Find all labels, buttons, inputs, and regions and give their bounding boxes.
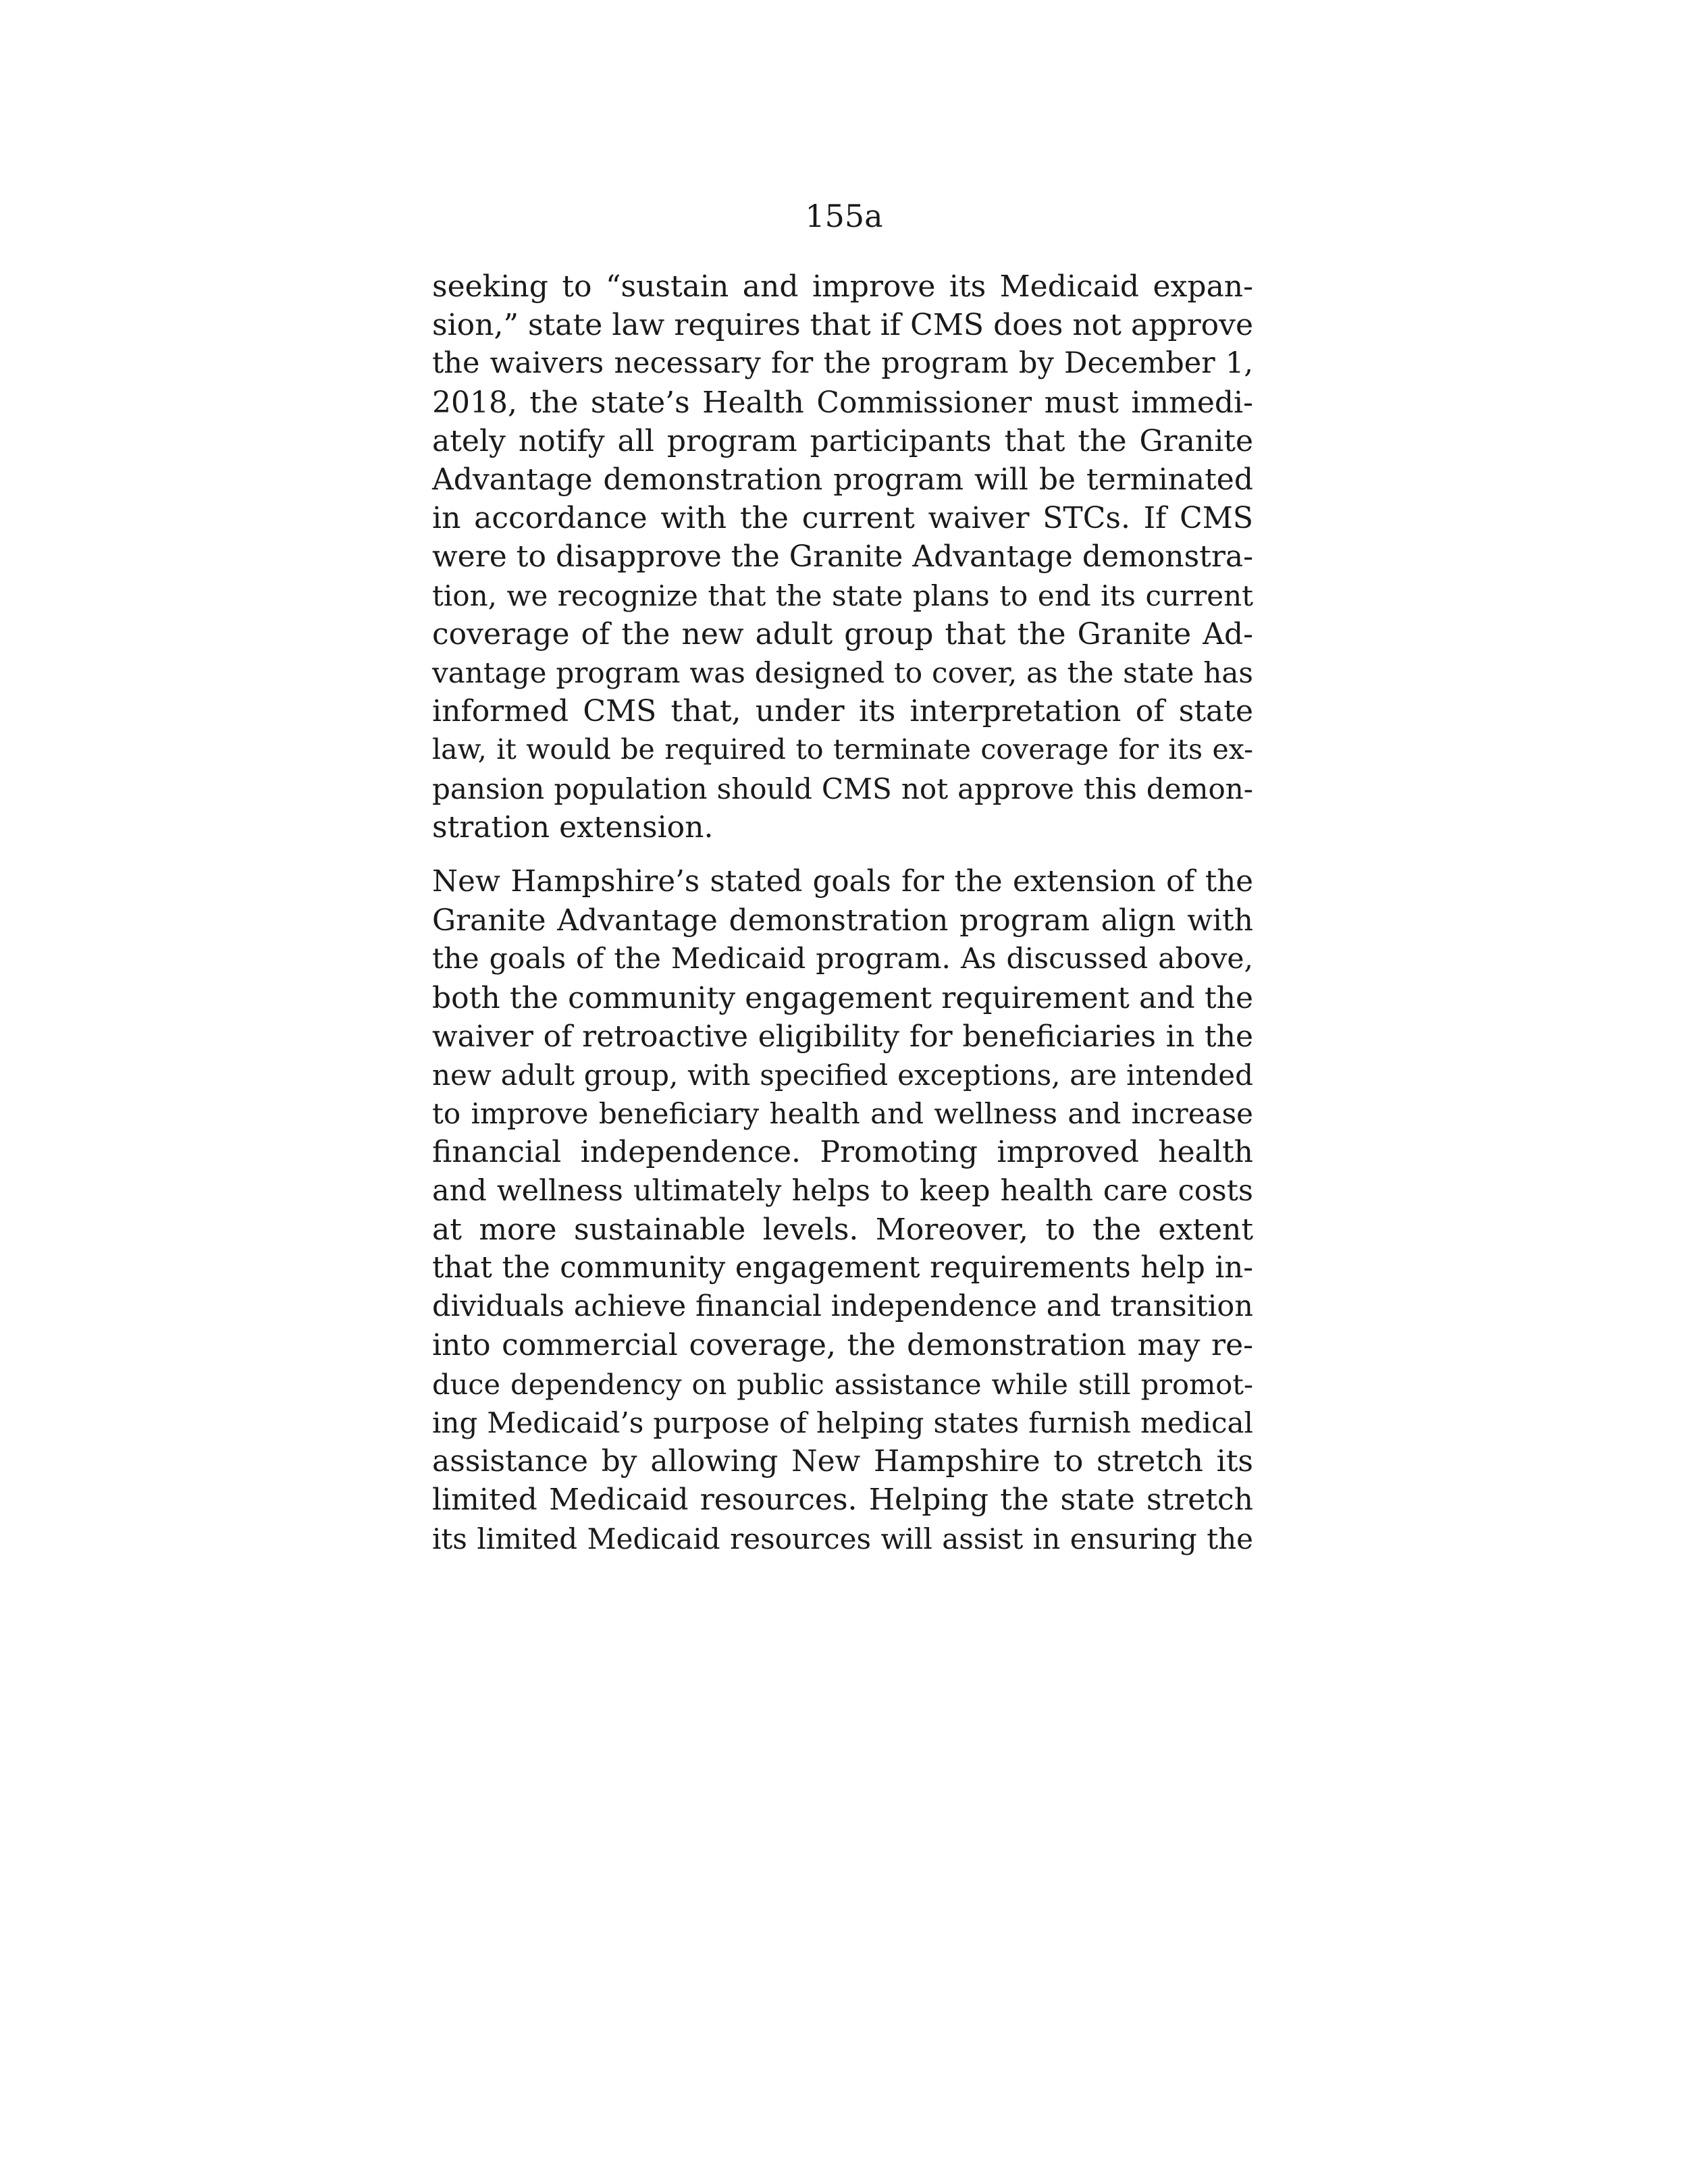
text-line: limited Medicaid resources. Helping the state stretch (432, 1483, 1253, 1518)
paragraph-1 (432, 267, 1253, 847)
text-line: Advantage demonstration program will be terminated (432, 462, 1253, 498)
text-line: to improve beneficiary health and wellness and increase (432, 1097, 1253, 1131)
text-line: tion, we recognize that the state plans to end its current (432, 579, 1253, 612)
text-line: dividuals achieve financial independence and transition (432, 1289, 1253, 1324)
text-line: vantage program was designed to cover, as the state has (432, 656, 1253, 690)
paragraph-2 (432, 863, 1253, 1558)
text-line: the goals of the Medicaid program. As discussed above, (432, 942, 1253, 976)
text-line: were to disapprove the Granite Advantage demonstra- (432, 539, 1253, 575)
text-line: its limited Medicaid resources will assist in ensuring the (432, 1522, 1253, 1555)
text-line: New Hampshire’s stated goals for the extension of the (432, 865, 1253, 899)
text-line: seeking to “sustain and improve its Medicaid expan- (432, 269, 1253, 304)
text-line: ately notify all program participants that the Granite (432, 423, 1253, 458)
text-line: stration extension. (432, 809, 714, 845)
text-line: and wellness ultimately helps to keep health care costs (432, 1173, 1253, 1208)
text-line: that the community engagement requirements help in- (432, 1251, 1253, 1285)
text-line: the waivers necessary for the program by December 1, (432, 346, 1253, 381)
text-line: in accordance with the current waiver STCs. If CMS (432, 501, 1253, 536)
page-number: 155a (805, 198, 883, 234)
text-line: pansion population should CMS not approve this demon- (432, 772, 1253, 805)
text-line: financial independence. Promoting improved health (432, 1135, 1253, 1170)
body-text (432, 267, 1253, 1558)
text-line: Granite Advantage demonstration program align with (432, 903, 1253, 938)
text-line: new adult group, with specified exceptions, are intended (432, 1059, 1253, 1092)
text-line: assistance by allowing New Hampshire to stretch its (432, 1444, 1253, 1479)
text-line: 2018, the state’s Health Commissioner must immedi- (432, 385, 1253, 420)
text-line: both the community engagement requirement and the (432, 980, 1253, 1015)
text-line: at more sustainable levels. Moreover, to the extent (432, 1212, 1253, 1247)
text-line: ing Medicaid’s purpose of helping states furnish medical (432, 1406, 1253, 1439)
text-line: law, it would be required to terminate coverage for its ex- (432, 733, 1253, 766)
text-line: waiver of retroactive eligibility for beneficiaries in the (432, 1019, 1253, 1054)
text-line: coverage of the new adult group that the Granite Ad- (432, 616, 1253, 651)
text-line: duce dependency on public assistance while still promot- (432, 1367, 1253, 1401)
text-line: sion,” state law requires that if CMS does not approve (432, 308, 1253, 343)
text-line: into commercial coverage, the demonstration may re- (432, 1328, 1253, 1363)
text-line: informed CMS that, under its interpretation of state (432, 694, 1253, 729)
